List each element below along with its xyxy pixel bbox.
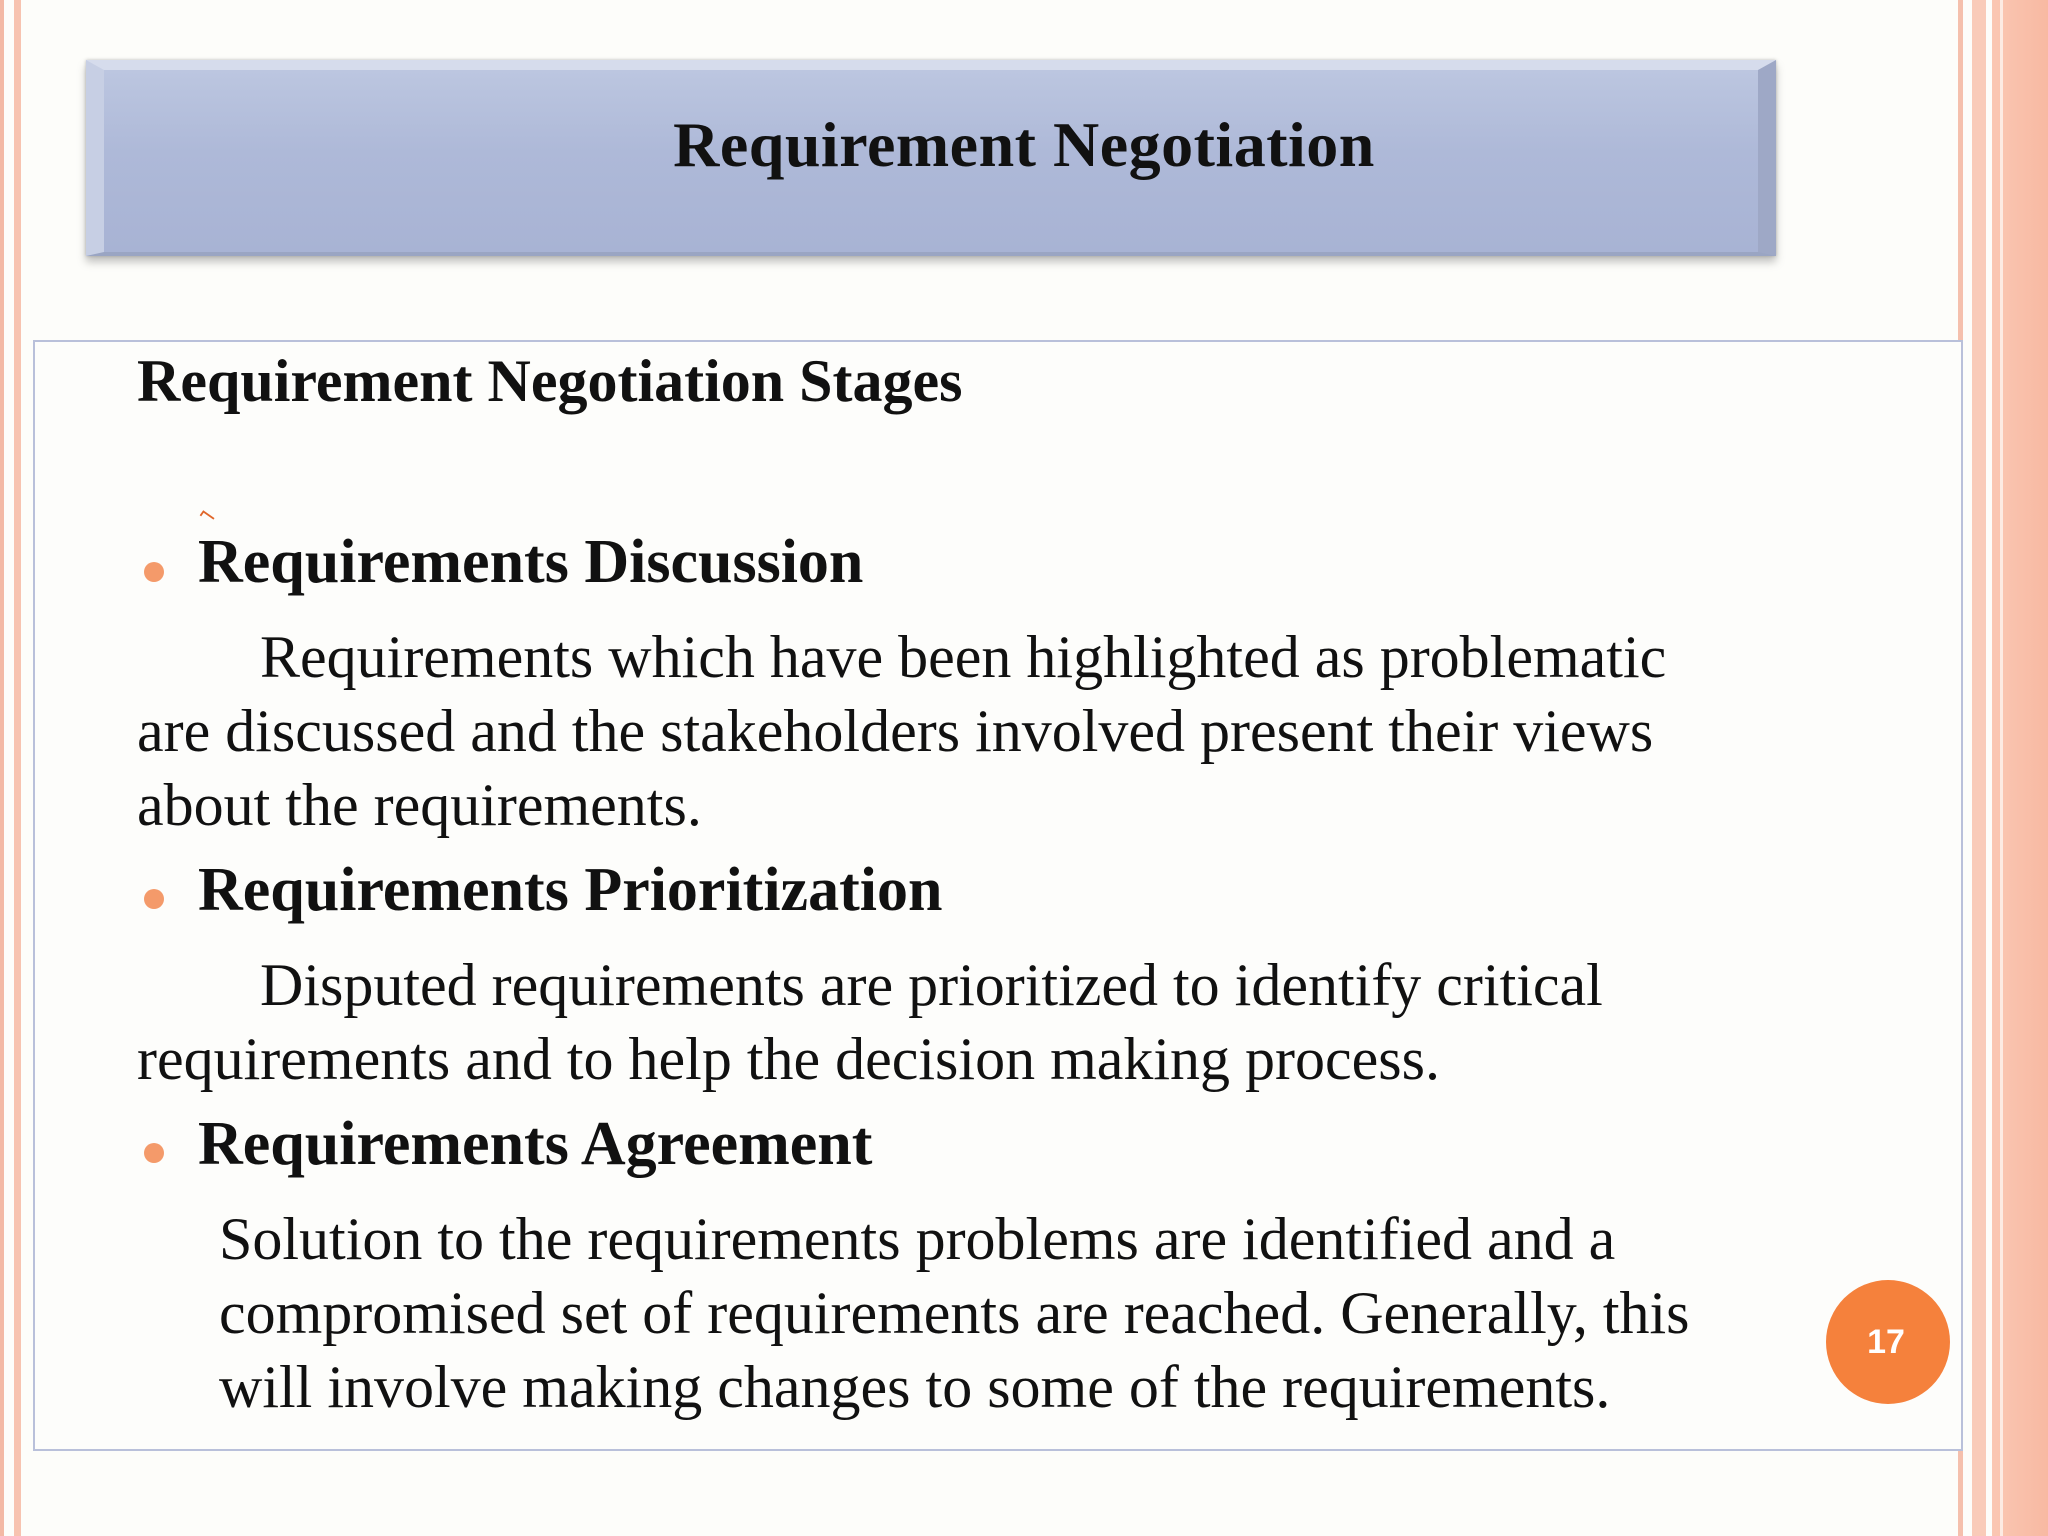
body-line: are discussed and the stakeholders involved present their views [137, 698, 1654, 764]
stage-body-prioritization [137, 948, 1603, 1096]
body-line: requirements and to help the decision making process. [137, 1026, 1440, 1092]
body-line: Requirements which have been highlighted as problematic [260, 624, 1667, 690]
body-line: will involve making changes to some of the requirements. [219, 1354, 1611, 1420]
body-line: Solution to the requirements problems are identified and a [219, 1206, 1616, 1272]
left-border-stripe-inner [14, 0, 21, 1536]
right-border-highlight [2000, 0, 2003, 1536]
stage-body-agreement [219, 1202, 1690, 1424]
bullet-icon [144, 1143, 164, 1163]
stage-heading-discussion: Requirements Discussion [198, 528, 864, 596]
bullet-icon [144, 562, 164, 582]
left-border-stripe [0, 0, 4, 1536]
slide-title: Requirement Negotiation [673, 109, 1375, 180]
body-line: about the requirements. [137, 772, 702, 838]
body-line: compromised set of requirements are reached. Generally, this [219, 1280, 1690, 1346]
body-line: Disputed requirements are prioritized to identify critical [260, 952, 1603, 1018]
mouse-cursor-icon: ⌐ [192, 500, 222, 533]
bullet-icon [144, 889, 164, 909]
stage-heading-agreement: Requirements Agreement [198, 1110, 873, 1178]
stage-body-discussion [137, 620, 1666, 842]
section-subheading: Requirement Negotiation Stages [137, 348, 963, 414]
page-number-badge: 17 [1826, 1280, 1950, 1404]
stage-heading-prioritization: Requirements Prioritization [198, 856, 943, 924]
right-border-stripe-inner [1972, 0, 1986, 1536]
